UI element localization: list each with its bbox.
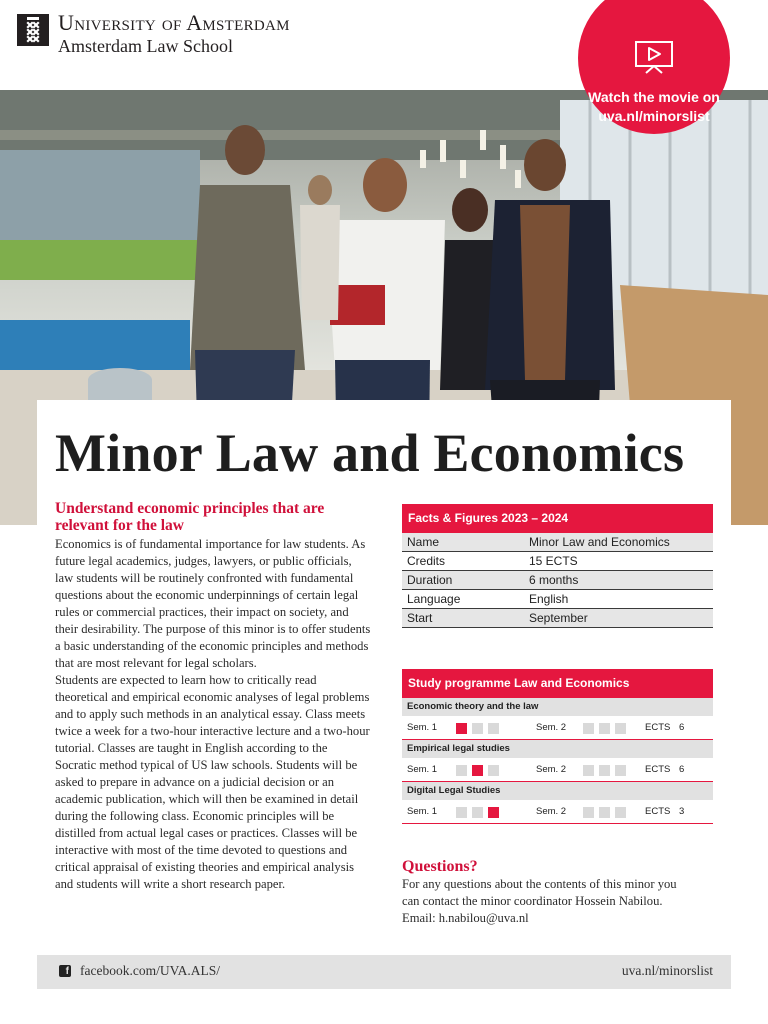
minors-site-link[interactable]: uva.nl/minorslist [621, 963, 713, 978]
sem1-block-1 [456, 765, 467, 776]
questions-line-1: For any questions about the contents of this minor you [402, 877, 677, 891]
facts-heading: Facts & Figures 2023 – 2024 [402, 504, 713, 533]
sem2-label: Sem. 2 [536, 764, 567, 775]
facts-row [402, 552, 713, 571]
sem1-label: Sem. 1 [407, 764, 438, 775]
study-programme-table [402, 669, 713, 824]
intro-section [55, 500, 371, 893]
sem2-block-2 [599, 765, 610, 776]
sem1-block-3 [488, 723, 499, 734]
sem2-block-2 [599, 723, 610, 734]
sem1-block-2 [472, 723, 483, 734]
page-title: Minor Law and Economics [55, 423, 685, 483]
sem2-block-3 [615, 765, 626, 776]
ects-label: ECTS [645, 764, 671, 775]
facts-table [402, 504, 713, 628]
sem1-block-3 [488, 807, 499, 818]
ects-label: ECTS [645, 806, 671, 817]
watch-line-2[interactable]: uva.nl/minorslist [598, 108, 710, 124]
facebook-link[interactable]: facebook.com/UVA.ALS/ [80, 963, 220, 978]
ects-value: 6 [679, 764, 685, 775]
facts-key: Name [402, 533, 524, 551]
facts-row [402, 571, 713, 590]
sem1-label: Sem. 1 [407, 722, 438, 733]
questions-heading: Questions? [402, 858, 478, 875]
course-schedule-row [402, 758, 713, 782]
watch-movie-text [578, 88, 730, 126]
page-footer [37, 955, 731, 989]
intro-heading: Understand economic principles that are relevant for the law [55, 500, 325, 534]
study-heading: Study programme Law and Economics [402, 669, 713, 698]
ects-value: 6 [679, 722, 685, 733]
facts-key: Start [402, 609, 524, 627]
sem2-block-1 [583, 765, 594, 776]
facts-row [402, 533, 713, 552]
course-name: Empirical legal studies [402, 740, 713, 758]
course-schedule-row [402, 716, 713, 740]
sem2-label: Sem. 2 [536, 722, 567, 733]
course-schedule-row [402, 800, 713, 824]
course-name: Digital Legal Studies [402, 782, 713, 800]
watch-line-1: Watch the movie on [588, 89, 720, 105]
school-name: Amsterdam Law School [58, 36, 233, 56]
ects-label: ECTS [645, 722, 671, 733]
facts-row [402, 590, 713, 609]
sem2-block-1 [583, 723, 594, 734]
facts-value: 15 ECTS [529, 554, 578, 568]
sem2-label: Sem. 2 [536, 806, 567, 817]
sem1-block-3 [488, 765, 499, 776]
sem2-block-3 [615, 723, 626, 734]
intro-body: Economics is of fundamental importance for law students. As future legal academics, judges, lawyers, or public officials, law students will be routinely confronted with fundamental questions about the economic underpinnings of certain legal rules or commercial practices, their impact on society, and their desirability. The purpose of this minor is to offer students a basic understanding of the economic principles and methods that are most relevant for legal scholars. [55, 537, 371, 670]
questions-section [402, 858, 722, 927]
ects-value: 3 [679, 806, 685, 817]
sem1-label: Sem. 1 [407, 806, 438, 817]
university-name: University of Amsterdam [58, 10, 290, 35]
facts-value: English [529, 592, 569, 606]
sem1-block-1 [456, 723, 467, 734]
facts-value: September [524, 609, 713, 627]
facts-key: Language [407, 592, 461, 606]
video-play-icon [634, 40, 674, 74]
course-name: Economic theory and the law [402, 698, 713, 716]
watch-movie-badge[interactable] [578, 0, 730, 134]
content-panel [37, 400, 731, 945]
intro-body-2: Students are expected to learn how to critically read theoretical and empirical economic analyses of legal problems and to apply such methods in an analytical essay. Class meets twice a week for a two-hour interactive lecture and a two-hour tutorial. Classes are taught in English according to the Socratic method typical of US law schools. Students will be asked to prepare in advance on a judicial decision or an academic publication, which will then be examined in detail during the following class. Economic principles will be distilled from actual legal cases or practices. Classes will be interactive with most of the time devoted to questions and critical appraisal of existing theories and empirical analysis and students will write a short research paper. [55, 673, 370, 891]
sem1-block-2 [472, 807, 483, 818]
facts-row [402, 609, 713, 628]
sem1-block-2 [472, 765, 483, 776]
facts-value: Minor Law and Economics [524, 533, 713, 551]
facts-key: Duration [402, 571, 524, 589]
questions-email[interactable]: Email: h.nabilou@uva.nl [402, 911, 529, 925]
sem2-block-1 [583, 807, 594, 818]
uva-logo [17, 14, 49, 46]
facts-value: 6 months [524, 571, 713, 589]
sem2-block-2 [599, 807, 610, 818]
questions-line-2: can contact the minor coordinator Hossein Nabilou. [402, 894, 663, 908]
facebook-icon: f [59, 965, 71, 977]
sem1-block-1 [456, 807, 467, 818]
sem2-block-3 [615, 807, 626, 818]
facts-key: Credits [407, 554, 446, 568]
